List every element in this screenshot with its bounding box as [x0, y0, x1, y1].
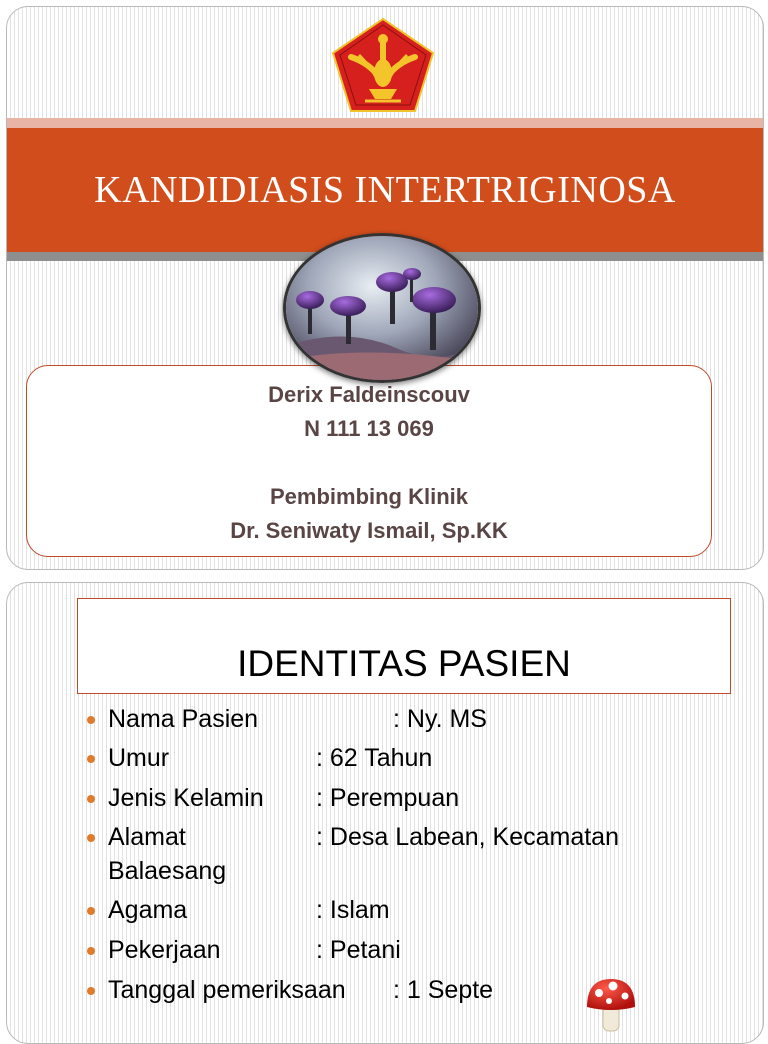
field-value: : 62 Tahun — [316, 744, 433, 772]
field-label: Pekerjaan — [108, 936, 221, 964]
field-label: Tanggal pemeriksaan — [108, 976, 346, 1004]
field-label: Alamat — [108, 823, 186, 851]
slide-title: KANDIDIASIS INTERTRIGINOSA — [94, 169, 676, 211]
bullet-icon — [87, 987, 95, 995]
mushroom-photo — [283, 233, 481, 383]
student-name: Derix Faldeinscouv — [268, 382, 470, 407]
bullet-icon — [87, 716, 95, 724]
supervisor-heading: Pembimbing Klinik — [269, 484, 469, 509]
bullet-icon — [87, 834, 95, 842]
field-label: Nama Pasien — [108, 705, 259, 733]
bullet-icon — [87, 947, 95, 955]
presenter-info-box — [26, 365, 712, 557]
emblem-logo — [329, 15, 437, 115]
field-value: : Perempuan — [316, 784, 460, 812]
mushroom-icon — [585, 975, 637, 1035]
field-value: : Islam — [316, 896, 390, 924]
header-band-highlight — [7, 118, 763, 128]
field-value: : Ny. MS — [393, 705, 487, 733]
heading-box — [77, 598, 731, 694]
field-label: Umur — [108, 744, 170, 772]
patient-identity-slide — [6, 582, 764, 1044]
field-label: Agama — [108, 896, 188, 924]
field-value: : Petani — [316, 936, 401, 964]
title-slide — [6, 6, 764, 570]
bullet-icon — [87, 907, 95, 915]
supervisor-name: Dr. Seniwaty Ismail, Sp.KK — [230, 518, 508, 543]
field-label: Jenis Kelamin — [108, 784, 264, 812]
bullet-icon — [87, 755, 95, 763]
field-value-continuation: Balaesang — [108, 857, 227, 885]
bullet-icon — [87, 795, 95, 803]
student-id: N 111 13 069 — [304, 416, 434, 441]
field-value: : 1 Septe — [393, 976, 494, 1004]
field-value: : Desa Labean, Kecamatan — [316, 823, 619, 851]
slide-heading: IDENTITAS PASIEN — [237, 643, 571, 684]
